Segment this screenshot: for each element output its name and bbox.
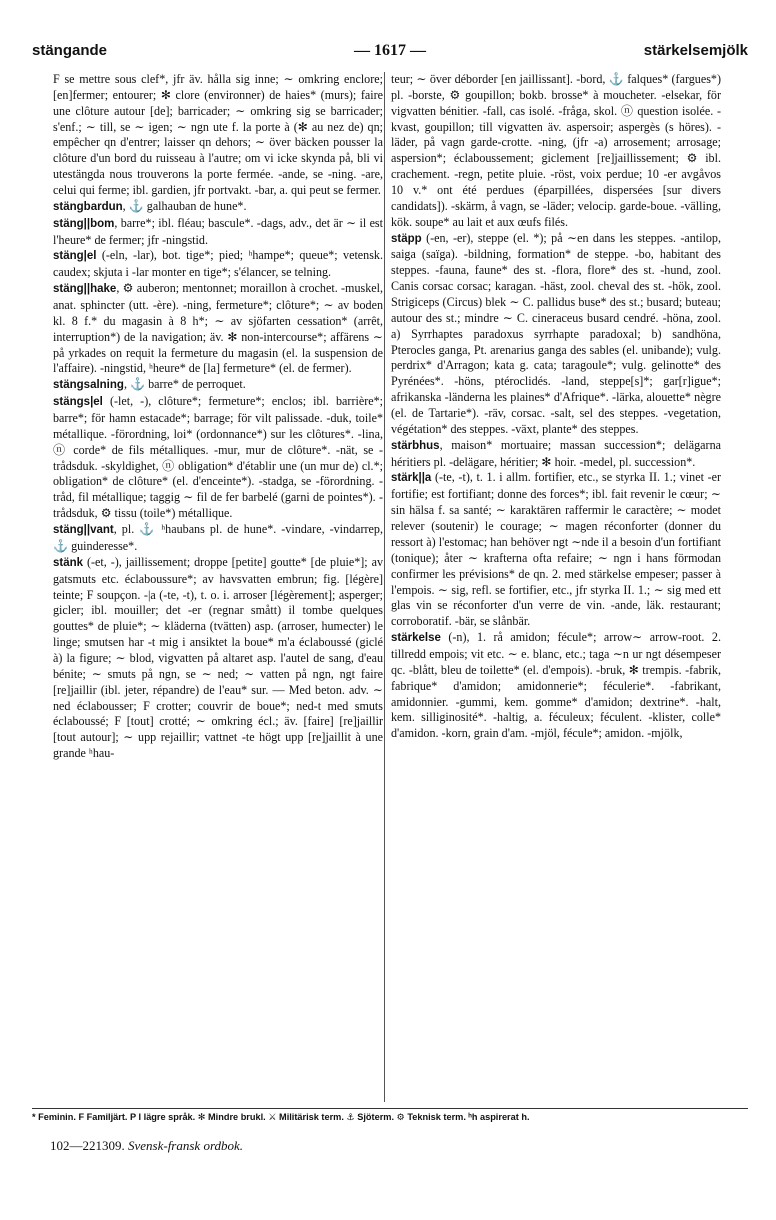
entry-stanghake: stäng||hake, ⚙ auberon; mentonnet; moraillon à crochet. -muskel, anat. sphincter (utt. -ère). -ning, fermeture*; clôture*; ∼ av boden kl. 8 f.* du magasin à 8 h*; ∼ av sjöfarten cessation* (arrêt, interruption*) de la navigation; äv. ✻ non-intercourse*; affärens ∼ på yrkades on requit la fermeture du magasin (el. la suspension de l'affaire). -ningstid, ʰheure* de [la] fermeture* (el. de fermer). xyxy=(53,281,383,376)
page-number: — 1617 — xyxy=(354,42,426,59)
headword: stäng||bom xyxy=(53,217,115,230)
entry-starka: stärk||a (-te, -t), t. 1. i allm. fortifier, etc., se styrka II. 1.; vinet -er fortifie; est fortifiant; donne des forces*; ibl. fait revenir le cœur; ∼ sin hälsa f. sa santé; ∼ karaktären raffermir le caractère; ∼ modet relever (soutenir) le courage; ∼ magen réconforter (donner du ressort à) l'estomac; han behöver ngt ∼nde il a besoin d'un fortifiant (tonique); åter ∼ krafterna ofta refaire; ∼ ngn i hans förmodan confirmer les prévisions* de qn. 2. med stärkelse empeser; passer à l'empois. ∼ sig, refl. se fortifier, etc., jfr styrka II. 1.; ∼ sig med ett glas vin se réconforter d'un verre de vin. -ande, läk. restaurant; corroboratif. -bär, se slånbär. xyxy=(391,470,721,629)
headword: stärkelse xyxy=(391,632,441,645)
entry-starkelse: stärkelse (-n), 1. rå amidon; fécule*; arrow∼ arrow-root. 2. tillredd empois; vit etc. ∼ e. blanc, etc.; taga ∼n ur ngt désempeser qc. -blått, bleu de toilette* (el. d'empois). -bruk, ✻ trempis. -fabrik, fabrique* d'amidon; amidonnerie*; féculerie*. -fabrikant, amidonnier. -gummi, kem. gomme* d'amidon; dextrine*. -halt, kem. silliginosité*. -haltig, a. féculeux; féculent. -klister, colle* d'amidon. -korn, grain d'am. -mjöl, fécule*; amidon. -mjölk, xyxy=(391,630,721,741)
footer-rule xyxy=(32,1108,748,1109)
left-column xyxy=(53,72,383,1102)
headword: stäng||vant xyxy=(53,524,114,537)
entry-stanga-continued: F se mettre sous clef*, jfr äv. hålla sig inne; ∼ omkring enclore; [en]fermer; entourer; ✻ clore (environner) de haies* (murs); faire une clôture autour [de]; barricader; ∼ omkring sig se barricader; s'enf.; ∼ till, se ∼ igen; ∼ ngn ute f. la porte à (✻ au nez de) qn; empêcher qn d'entrer; laisser qn dehors; ∼ över bäcken pousser la clôture d'un bord du ruisseau à l'autre; om vi icke skynda på, bli vi utestängda nous trouverons la porte fermée. -ande, se -ning. -are, celui qui ferme; ibl. gardien, jfr portvakt. -bar, a. qui peut se fermer. xyxy=(53,72,383,198)
right-column xyxy=(391,72,721,1102)
entry-stank: stänk (-et, -), jaillissement; droppe [petite] goutte* [de pluie*]; av gatsmuts etc. éclaboussure*; av havsvatten embrun; fig. [légère] teinte; F soupçon. -|a (-te, -t), t. o. i. arroser [légèrement]; asperger; gicler; ibl. mouiller; det -er (regnar smått) il tombe quelques gouttes* de pluie*; ∼ kläderna (tvätten) asp. (arroser, humecter) le linge; smutsen har -t mig i ansiktet la boue* m'a éclaboussé (giclé à) la figure; ∼ blod, vigvatten på altaret asp. l'autel de sang, d'eau bénite; ∼ smuts på ngn, se ∼ ned; ∼ vatten på ngn, ngt faire [re]jaillir (ibl. jeter, répandre) de l'eau* sur. — Med beton. adv. ∼ ned éclabousser; F crotter; couvrir de boue*; ned-t med smuts éclaboussé; F [tout] crotté; ∼ omkring écl.; äv. [faire] [re]jaillir [tout autour]; ∼ upp rejaillir; vattnet -te högt upp [re]jaillit à une grande ʰhau- xyxy=(53,554,383,761)
entry-stangbom: stäng||bom, barre*; ibl. fléau; bascule*. -dags, adv., det är ∼ il est l'heure* de fermer; jfr -ningstid. xyxy=(53,215,383,247)
headword: stäng||hake xyxy=(53,283,117,296)
imprint-number: 102—221309. xyxy=(50,1138,125,1153)
imprint-title: Svensk-fransk ordbok. xyxy=(128,1138,244,1153)
headword: stärbhus xyxy=(391,439,440,452)
headword: stängs|el xyxy=(53,396,103,409)
header-first-word: stängande xyxy=(32,42,108,59)
entry-stangsel: stängs|el (-let, -), clôture*; fermeture*; enclos; ibl. barrière*; barre*; för hamn estacade*; barrage; för vilt palissade. -duk, toile* métallique. -förordning, loi* (ordonnance*) sur les clôtures*. -lina, ⓝ corde* de fils métalliques. -mur, mur de clôture*. -nät, se -trådsduk. -skyldighet, ⓝ obligation* d'établir une (un mur de) cl.*; obligation* de clôture* (el. d'enceinte*). -stadga, se -förordning. -tråd, fil métallique; taggig ∼ fil de fer barbelé (garni de pointes*). -trådsduk, ⚙ tissu (toile*) métallique. xyxy=(53,394,383,521)
entry-stapp: stäpp (-en, -er), steppe (el. *); på ∼en dans les steppes. -antilop, saiga (saïga). -bildning, formation* de steppe. -bo, habitant des steppes. -fauna, faune* des st. -flora, flore* des st. -hund, zool. Canis corsac corsac; karagan. -häst, zool. cheval des st. -hök, zool. Strigiceps (Circus) blek ∼ C. pallidus buse* des st.; busard; buteau; autour des st.; mindre ∼ C. cineraceus busard cendré. -höna, zool. a) Syrrhaptes paradoxus syrrhapte paradoxal; b) sandhöna, Pterocles ganga, Pt. arenarius ganga des sables (el. unibande); vulg. perdrix* d'Arragon; kata g. cata; taragoule*; vulg. gelinotte* des Pyrénées*. -höns, ptéroclidés. -land, steppe[s]*; gar[r]igue*; afrikanska -länderna les plaines* d'Afrique*. -lärka, alouette* nègre (el. de Tartarie*). -räv, corsac. -salt, sel des steppes. -vegetation, végétation* des steppes. -växt, plante* des steppes. xyxy=(391,230,721,436)
headword: stängbardun xyxy=(53,200,123,213)
entry-stangbardun: stängbardun, ⚓ galhauban de hune*. xyxy=(53,198,247,213)
headword: stärk||a xyxy=(391,472,432,485)
entry-stangvant: stäng||vant, pl. ⚓ ʰhaubans pl. de hune*. -vindare, -vindarrep, ⚓ guinderesse*. xyxy=(53,522,383,553)
headword: stäng|el xyxy=(53,250,97,263)
headword: stängsalning xyxy=(53,379,124,392)
imprint xyxy=(50,1138,243,1154)
headword: stäpp xyxy=(391,232,422,245)
entry-starbhus: stärbhus, maison* mortuaire; massan succession*; delägarna héritiers pl. -delägare, héritier; ✻ hoir. -medel, pl. succession*. xyxy=(391,437,721,469)
abbreviation-legend: * Feminin. F Familjärt. P I lägre språk. ✻ Mindre brukl. ⚔ Militärisk term. ⚓ Sjöterm. ⚙ Teknisk term. ʰh aspirerat h. xyxy=(32,1112,530,1122)
header-last-word: stärkelsemjölk xyxy=(643,42,748,59)
headword: stänk xyxy=(53,556,84,569)
entry-stangel: stäng|el (-eln, -lar), bot. tige*; pied; ʰhampe*; queue*; vetensk. caudex; skjuta i -lar monter en tige*; s'élancer, se telning. xyxy=(53,248,383,280)
entry-stangsalning: stängsalning, ⚓ barre* de perroquet. xyxy=(53,377,246,392)
entry-stank-continued: teur; ∼ över déborder [en jaillissant]. -bord, ⚓ falques* (fargues*) pl. -borste, ⚙ goupillon; bokb. brosse* à moucheter. -elsekar, för vigvatten bénitier. -fall, cas isolé. -fråga, skol. ⓝ question isolée. -kvast, goupillon; till vigvatten äv. aspersoir; aspergès (s höres). -läder, på vagn garde-crotte. -ning, (jfr -a) arrosement; arrosage; aspersion*; éclaboussement; giclement [re]jaillissement; ⚙ ibl. crachement. -regn, petite pluie. -röst, voix perdue; 10 -er avgåvos 10 v.* ont été perdues (éparpillées, dispersées [sur divers candidats]). -skärm, å vagn, se -läder; velocip. garde-boue. -välling, kök. soupe* au lait et aux œufs filés. xyxy=(391,72,721,229)
page-header xyxy=(32,42,748,64)
column-divider xyxy=(384,72,385,1102)
